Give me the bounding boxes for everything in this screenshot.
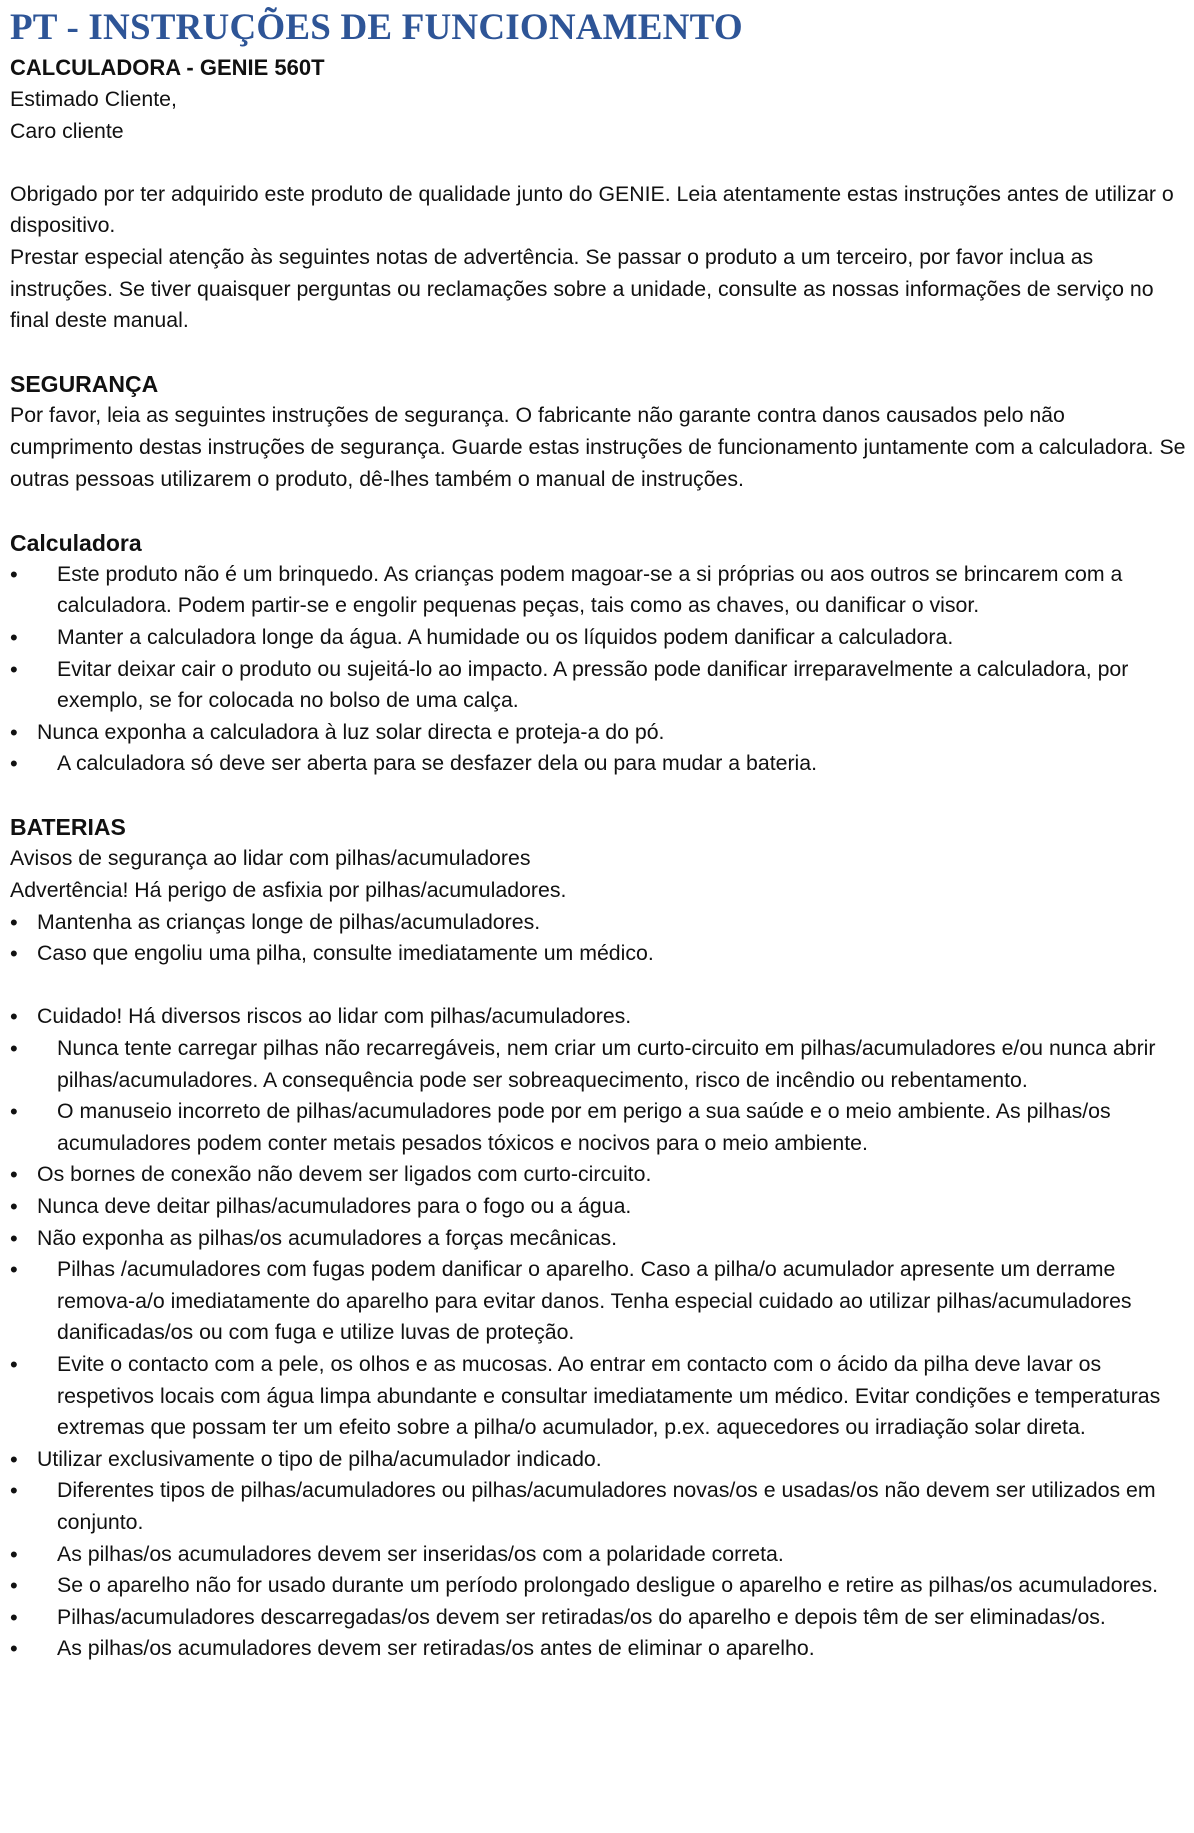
- section-heading-safety: SEGURANÇA: [10, 371, 159, 398]
- list-item: • Nunca deve deitar pilhas/acumuladores para o fogo ou a água.: [10, 1191, 1186, 1223]
- list-item: • A calculadora só deve ser aberta para se desfazer dela ou para mudar a bateria.: [10, 748, 1186, 780]
- greeting-line: Estimado Cliente,: [10, 87, 177, 111]
- intro-paragraph: Prestar especial atenção às seguintes notas de advertência. Se passar o produto a um terceiro, por favor inclua as instruções. Se tiver quaisquer perguntas ou reclamações sobre a unidade, consulte as nossas informações de serviço no final deste manual.: [10, 244, 1154, 333]
- battery-list-a: [10, 907, 1186, 970]
- list-item: • Pilhas /acumuladores com fugas podem danificar o aparelho. Caso a pilha/o acumulador apresente um derrame remova-a/o imediatamente do aparelho para evitar danos. Tenha especial cuidado ao utilizar pilhas/acumuladores danificadas/os ou com fuga e utilize luvas de proteção.: [10, 1254, 1186, 1349]
- list-item: • Manter a calculadora longe da água. A humidade ou os líquidos podem danificar a calculadora.: [10, 622, 1186, 654]
- product-subtitle: CALCULADORA - GENIE 560T: [10, 55, 325, 80]
- list-item: • O manuseio incorreto de pilhas/acumuladores pode por em perigo a sua saúde e o meio ambiente. As pilhas/os acumuladores podem conter metais pesados tóxicos e nocivos para o meio ambiente.: [10, 1096, 1186, 1159]
- battery-line: Avisos de segurança ao lidar com pilhas/acumuladores: [10, 846, 531, 871]
- intro-paragraph: Obrigado por ter adquirido este produto de qualidade junto do GENIE. Leia atentamente estas instruções antes de utilizar o dispositivo.: [10, 181, 1174, 238]
- calculator-list: [10, 559, 1186, 780]
- list-item: • Caso que engoliu uma pilha, consulte imediatamente um médico.: [10, 938, 1186, 970]
- list-item: • Utilizar exclusivamente o tipo de pilha/acumulador indicado.: [10, 1444, 1186, 1476]
- battery-list-b: [10, 1001, 1186, 1664]
- list-item: • Nunca tente carregar pilhas não recarregáveis, nem criar um curto-circuito em pilhas/acumuladores e/ou nunca abrir pilhas/acumuladores. A consequência pode ser sobreaquecimento, risco de incêndio ou rebentamento.: [10, 1033, 1186, 1096]
- list-item: • Evite o contacto com a pele, os olhos e as mucosas. Ao entrar em contacto com o ácido da pilha deve lavar os respetivos locais com água limpa abundante e consultar imediatamente um médico. Evitar condições e temperaturas extremas que possam ter um efeito sobre a pilha/o acumulador, p.ex. aquecedores ou irradiação solar direta.: [10, 1349, 1186, 1444]
- section-heading-batteries: BATERIAS: [10, 814, 126, 841]
- list-item: • Nunca exponha a calculadora à luz solar directa e proteja-a do pó.: [10, 717, 1186, 749]
- list-item: • Se o aparelho não for usado durante um período prolongado desligue o aparelho e retire as pilhas/os acumuladores.: [10, 1570, 1186, 1602]
- list-item: • Pilhas/acumuladores descarregadas/os devem ser retiradas/os do aparelho e depois têm de ser eliminadas/os.: [10, 1602, 1186, 1634]
- list-item: • As pilhas/os acumuladores devem ser inseridas/os com a polaridade correta.: [10, 1539, 1186, 1571]
- battery-line: Advertência! Há perigo de asfixia por pilhas/acumuladores.: [10, 878, 567, 903]
- list-item: • Evitar deixar cair o produto ou sujeitá-lo ao impacto. A pressão pode danificar irreparavelmente a calculadora, por exemplo, se for colocada no bolso de uma calça.: [10, 654, 1186, 717]
- list-item: • As pilhas/os acumuladores devem ser retiradas/os antes de eliminar o aparelho.: [10, 1633, 1186, 1665]
- section-heading-calculator: Calculadora: [10, 529, 142, 556]
- list-item: • Cuidado! Há diversos riscos ao lidar com pilhas/acumuladores.: [10, 1001, 1186, 1033]
- spacer: [10, 337, 1186, 369]
- greeting-line: Caro cliente: [10, 118, 124, 143]
- page-title: PT - INSTRUÇÕES DE FUNCIONAMENTO: [10, 7, 743, 48]
- list-item: • Este produto não é um brinquedo. As crianças podem magoar-se a si próprias ou aos outros se brincarem com a calculadora. Podem partir-se e engolir pequenas peças, tais como as chaves, ou danificar o visor.: [10, 559, 1186, 622]
- safety-paragraph: Por favor, leia as seguintes instruções de segurança. O fabricante não garante contra danos causados pelo não cumprimento destas instruções de segurança. Guarde estas instruções de funcionamento juntamente com a calculadora. Se outras pessoas utilizarem o produto, dê-lhes também o manual de instruções.: [10, 403, 1186, 491]
- list-item: • Não exponha as pilhas/os acumuladores a forças mecânicas.: [10, 1223, 1186, 1255]
- spacer: [10, 780, 1186, 812]
- list-item: • Mantenha as crianças longe de pilhas/acumuladores.: [10, 907, 1186, 939]
- list-item: • Diferentes tipos de pilhas/acumuladores ou pilhas/acumuladores novas/os e usadas/os não devem ser utilizados em conjunto.: [10, 1475, 1186, 1538]
- spacer: [10, 495, 1186, 527]
- spacer: [10, 147, 1186, 179]
- list-item: • Os bornes de conexão não devem ser ligados com curto-circuito.: [10, 1159, 1186, 1191]
- spacer: [10, 970, 1186, 1002]
